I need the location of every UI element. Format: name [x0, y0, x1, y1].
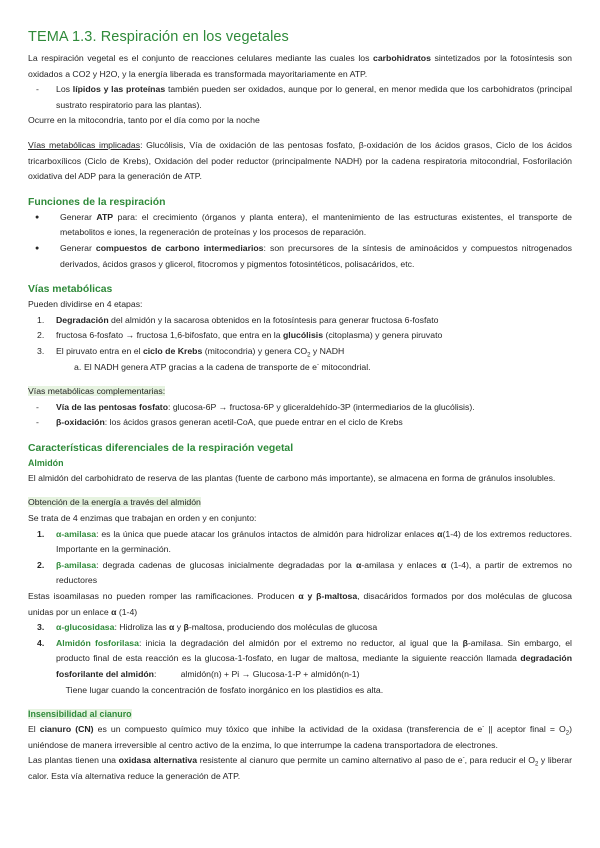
cianuro-heading: Insensibilidad al cianuro	[28, 709, 132, 720]
list-item: - β-oxidación: los ácidos grasos generan acetil-CoA, que puede entrar en el ciclo de Krebs	[28, 415, 572, 431]
list-item: 3. El piruvato entra en el ciclo de Krebs (mitocondria) y genera $CO_2$ y NADH	[37, 345, 345, 359]
list-item: 4. Almidón fosforilasa: inicia la degradación del almidón por el extremo no reductor, al igual que la β-amilasa. Sin embargo, el producto final de esta reacción es la glucosa-1-fosfato, en lugar de maltosa, mediante la siguiente reacción llamada degradación fosforilante del almidón: almidón(n) + Pi → Glucosa-1-P + almidón(n-1) Tiene lugar cuando la concentración de fosfato inorgánico en los plastidios es alta.	[37, 637, 572, 695]
reaction-equation: almidón(n) + Pi → Glucosa-1-P + almidón(n-1)	[180, 669, 360, 679]
list-item: - Vía de las pentosas fosfato: glucosa-6P → fructosa-6P y gliceraldehído-3P (intermediarios de la glucólisis).	[28, 400, 572, 416]
list-item: 3. α-glucosidasa: Hidroliza las α y β-maltosa, produciendo dos moléculas de glucosa	[37, 622, 378, 633]
vias-heading: Vías metabólicas	[28, 284, 113, 296]
location-paragraph: Ocurre en la mitocondria, tanto por el día como por la noche	[28, 115, 260, 126]
sub-item: a. El NADH genera ATP gracias a la cadena de transporte de e- mitocondrial.	[74, 361, 371, 372]
list-item: 1. α-amilasa: es la única que puede atacar los gránulos intactos de almidón para hidrolizar enlaces α(1-4) de los extremos reductores. Importante en la germinación.	[37, 528, 572, 555]
isoamilasas-paragraph: Estas isoamilasas no pueden romper las ramificaciones. Producen α y β-maltosa, disacáridos formados por dos moléculas de glucosa unidas por un enlace α (1-4)	[28, 591, 573, 617]
almidon-heading: Almidón	[28, 457, 64, 468]
funciones-heading: Funciones de la respiración	[28, 196, 166, 208]
complementarias-list	[28, 400, 572, 431]
complementarias-label: Vías metabólicas complementarias:	[28, 386, 166, 397]
enzimas-list-b	[28, 620, 572, 698]
list-item: 2. β-amilasa: degrada cadenas de glucosas inicialmente degradadas por la α-amilasa y enlaces α (1-4), a partir de extremos no reductores	[37, 559, 572, 586]
list-item: ● Generar ATP para: el crecimiento (órganos y planta entera), el mantenimiento de las estructuras existentes, el transporte de metabolitos e iones, la regeneración de proteínas y los procesos de reparación.	[28, 210, 572, 241]
list-item: 2. fructosa 6-fosfato → fructosa 1,6-bifosfato, que entra en la glucólisis (citoplasma) y genera piruvato	[37, 330, 443, 341]
page-title: TEMA 1.3. Respiración en los vegetales	[28, 29, 289, 45]
cianuro-paragraph-2: Las plantas tienen una oxidasa alternativa resistente al cianuro que permite un camino alternativo al paso de e-, para reducir el $O_2$ y liberar calor. Esta vía alternativa reduce la generación de ATP.	[28, 755, 573, 781]
list-item: ● Generar compuestos de carbono intermediarios: son precursores de la síntesis de aminoácidos y compuestos nitrogenados derivados, ácidos grasos y glicerol, fitocromos y pigmentos fotosintéticos, polisacáridos, etc.	[28, 241, 572, 272]
list-item: 1. Degradación del almidón y la sacarosa obtenidos en la fotosíntesis para generar fructosa 6-fosfato	[37, 314, 439, 325]
caracteristicas-heading: Características diferenciales de la respiración vegetal	[28, 442, 294, 454]
list-item: - Los lípidos y las proteínas también pueden ser oxidados, aunque por lo general, en menor medida que los carbohidratos (principal sustrato respiratorio para las plantas).	[28, 82, 572, 113]
enzimas-lead: Se trata de 4 enzimas que trabajan en orden y en conjunto:	[28, 513, 257, 524]
enzimas-list-a	[28, 527, 572, 589]
intro-paragraph: La respiración vegetal es el conjunto de reacciones celulares mediante las cuales los carbohidratos sintetizados por la fotosíntesis son oxidados a CO2 y H2O, y la energía liberada es transformada mayoritariamente en ATP.	[28, 53, 572, 79]
intro-list	[28, 82, 572, 113]
obtencion-label: Obtención de la energía a través del almidón	[28, 497, 201, 508]
vias-lead: Pueden dividirse en 4 etapas:	[28, 299, 143, 310]
funciones-list	[28, 210, 572, 272]
vias-implicadas-paragraph: Vías metabólicas implicadas: Glucólisis, Vía de oxidación de las pentosas fosfato, β-oxidación de los ácidos grasos, Ciclo de los ácidos tricarboxílicos (Ciclo de Krebs), Oxidación del poder reductor (principalmente NADH) por la cadena respiratoria mitocondrial, Fosforilación oxidativa del ADP para la generación de ATP.	[28, 139, 572, 182]
almidon-paragraph: El almidón del carbohidrato de reserva de las plantas (fuente de carbono más importante), se almacena en forma de gránulos insolubles.	[28, 472, 556, 483]
etapas-list	[28, 313, 572, 360]
cianuro-paragraph-1: El cianuro (CN) es un compuesto químico muy tóxico que inhibe la actividad de la oxidasa (transferencia de e- || aceptor final = $O_2$) uniéndose de manera irreversible al centro activo de la enzima, lo que interrumpe la cadena transportadora de electrones.	[28, 724, 573, 750]
